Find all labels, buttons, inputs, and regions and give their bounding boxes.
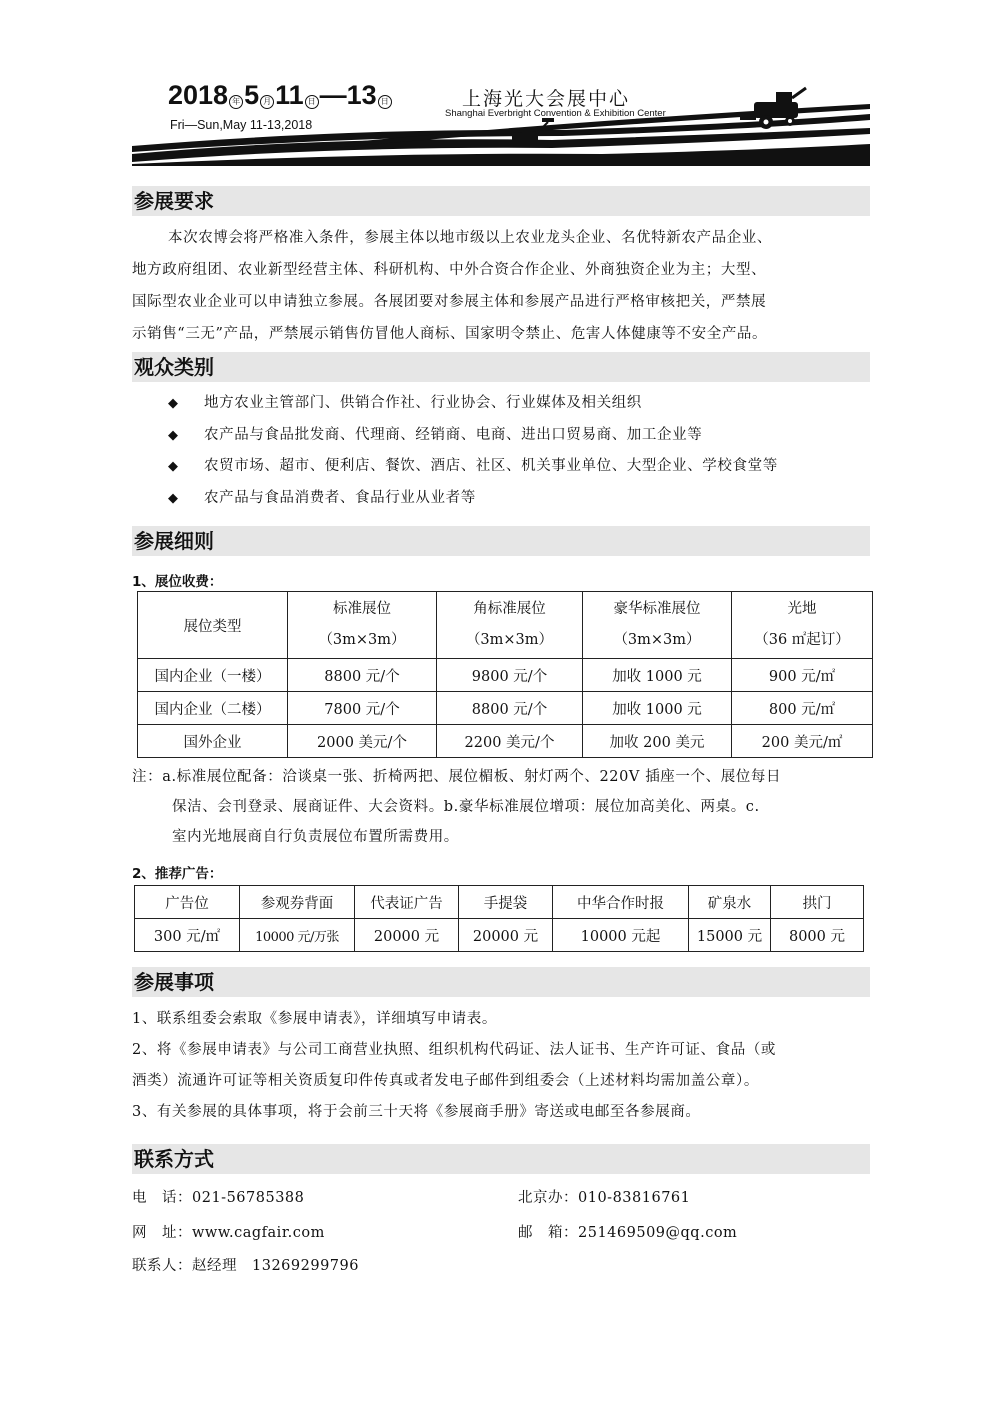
list-item: 2、将《参展申请表》与公司工商营业执照、组织机构代码证、法人证书、生产许可证、食品（或 [132,1042,777,1058]
table-cell: 国内企业（一楼） [138,659,288,692]
diamond-bullet-icon: ◆ [168,490,179,506]
table-header-cell: 手提袋 [459,886,553,919]
event-date-english: Fri—Sun,May 11-13,2018 [170,118,313,132]
list-item: ◆ 农贸市场、超市、便利店、餐饮、酒店、社区、机关事业单位、大型企业、学校食堂等 [168,451,778,483]
paragraph-line: 国际型农业企业可以申请独立参展。各展团要对参展主体和参展产品进行严格审核把关，严禁展 [132,294,767,310]
table-cell: 8800 元/个 [288,659,437,692]
visitor-list [168,388,778,514]
contact-phone: 电 话：021-56785388 [132,1190,305,1206]
diamond-bullet-icon: ◆ [168,427,179,443]
table-cell: 加收 1000 元 [583,659,732,692]
requirements-paragraph [132,222,874,350]
section-heading-visitors: 观众类别 [132,352,870,382]
table-cell: 20000 元 [355,919,459,952]
table-header-cell: 展位类型 [138,592,288,659]
list-item: 1、联系组委会索取《参展申请表》，详细填写申请表。 [132,1011,497,1027]
paragraph-line: 示销售“三无”产品，严禁展示销售仿冒他人商标、国家明令禁止、危害人体健康等不安全产品。 [132,326,768,342]
table-cell: 10000 元起 [553,919,689,952]
advertising-table [134,885,864,952]
table-header-cell: 广告位 [135,886,240,919]
note-line: 注：a.标准展位配备：洽谈桌一张、折椅两把、展位楣板、射灯两个、220V 插座一个、展位每日 [132,769,782,785]
table-header-cell: 代表证广告 [355,886,459,919]
table-cell: 加收 1000 元 [583,692,732,725]
list-item: ◆ 农产品与食品批发商、代理商、经销商、电商、进出口贸易商、加工企业等 [168,420,778,452]
table-cell: 9800 元/个 [437,659,583,692]
table-cell: 8800 元/个 [437,692,583,725]
booth-notes [132,762,781,852]
table-cell: 8000 元 [771,919,864,952]
table-row [138,725,873,758]
contact-website[interactable]: 网 址：www.cagfair.com [132,1225,325,1241]
table-cell: 15000 元 [689,919,771,952]
paragraph-line: 本次农博会将严格准入条件，参展主体以地市级以上农业龙头企业、名优特新农产品企业、 [168,230,772,246]
table-cell: 900 元/㎡ [732,659,873,692]
table-cell: 国外企业 [138,725,288,758]
table-cell: 2200 美元/个 [437,725,583,758]
table-header-cell: 矿泉水 [689,886,771,919]
contact-email[interactable]: 邮 箱：251469509@qq.com [518,1225,738,1241]
list-item: ◆ 农产品与食品消费者、食品行业从业者等 [168,483,778,515]
table-cell: 20000 元 [459,919,553,952]
ad-subtitle: 2、推荐广告： [132,866,223,882]
diamond-bullet-icon: ◆ [168,396,179,411]
fee-subtitle: 1、展位收费： [132,574,223,590]
table-header-row [135,886,864,919]
table-row [138,659,873,692]
list-item: ◆ 地方农业主管部门、供销合作社、行业协会、行业媒体及相关组织 [168,388,778,420]
venue-name-english: Shanghai Everbright Convention & Exhibition Center [445,108,666,119]
table-header-cell: 标准展位 （3m×3m） [288,592,437,659]
table-header-row [138,592,873,659]
venue-name: 上海光大会展中心 [462,88,631,110]
event-date: 2018 年 5 月 11 日 —13 日 [168,80,393,111]
list-item: 3、有关参展的具体事项，将于会前三十天将《参展商手册》寄送或电邮至各参展商。 [132,1104,701,1120]
diamond-bullet-icon: ◆ [168,459,179,474]
table-cell: 200 美元/㎡ [732,725,873,758]
table-header-cell: 光地 （36 ㎡起订） [732,592,873,659]
table-header-cell: 参观券背面 [240,886,355,919]
table-header-cell: 角标准展位 （3m×3m） [437,592,583,659]
note-line: 保洁、会刊登录、展商证件、大会资料。b.豪华标准展位增项：展位加高美化、两桌。c. [172,799,760,815]
table-row [135,919,864,952]
table-cell: 7800 元/个 [288,692,437,725]
booth-fee-table [137,591,873,758]
section-heading-matters: 参展事项 [132,967,870,997]
event-header [132,74,872,170]
table-cell: 800 元/㎡ [732,692,873,725]
note-line: 室内光地展商自行负责展位布置所需费用。 [172,829,459,845]
table-cell: 300 元/㎡ [135,919,240,952]
table-header-cell: 豪华标准展位 （3m×3m） [583,592,732,659]
table-cell: 2000 美元/个 [288,725,437,758]
table-cell: 10000 元/万张 [240,919,355,952]
contact-beijing-office: 北京办：010-83816761 [518,1190,691,1206]
matters-list [132,1004,776,1128]
list-item: 酒类）流通许可证等相关资质复印件传真或者发电子邮件到组委会（上述材料均需加盖公章）。 [132,1073,759,1089]
contact-person: 联系人：赵经理 13269299796 [132,1258,359,1274]
table-header-cell: 拱门 [771,886,864,919]
table-cell: 国内企业（二楼） [138,692,288,725]
table-header-cell: 中华合作时报 [553,886,689,919]
section-heading-contact: 联系方式 [132,1144,870,1174]
section-heading-rules: 参展细则 [132,526,870,556]
table-cell: 加收 200 美元 [583,725,732,758]
section-heading-requirements: 参展要求 [132,186,870,216]
table-row [138,692,873,725]
paragraph-line: 地方政府组团、农业新型经营主体、科研机构、中外合资合作企业、外商独资企业为主；大型、 [132,262,767,278]
